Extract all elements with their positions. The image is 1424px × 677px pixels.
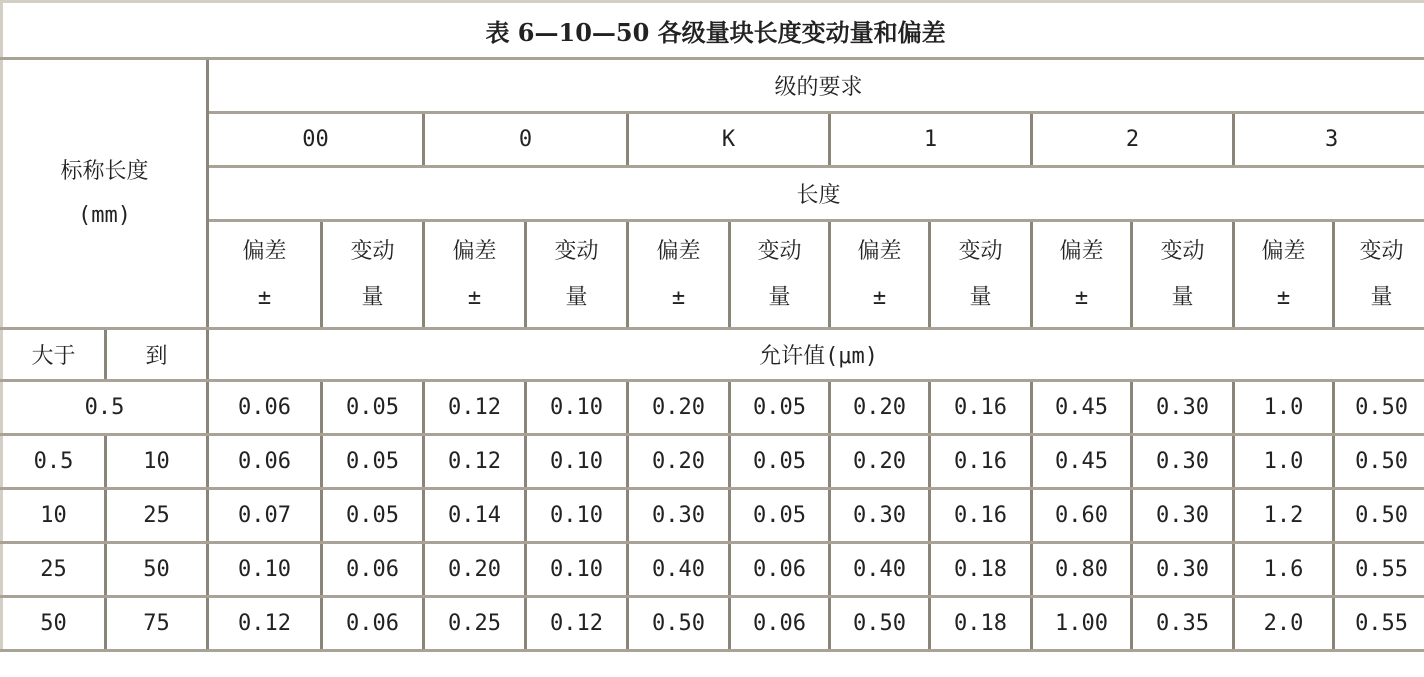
- deviation-value-cell: 0.12: [424, 381, 526, 435]
- variation-header-line2: 量: [768, 284, 791, 310]
- variation-header: [730, 221, 830, 329]
- deviation-value-cell: 0.06: [208, 435, 322, 489]
- deviation-header-line2: ±: [872, 284, 887, 310]
- deviation-value-cell: 0.50: [628, 597, 730, 651]
- variation-value-cell: 0.06: [730, 543, 830, 597]
- range-from-cell: 25: [2, 543, 106, 597]
- table-row: [2, 597, 1424, 651]
- variation-value-cell: 0.30: [1132, 489, 1234, 543]
- variation-value-cell: 0.35: [1132, 597, 1234, 651]
- variation-value-cell: 0.30: [1132, 543, 1234, 597]
- deviation-header-line2: ±: [671, 284, 686, 310]
- deviation-value-cell: 0.30: [830, 489, 930, 543]
- variation-header-line1: 变动: [1160, 238, 1205, 264]
- deviation-header: [208, 221, 322, 329]
- range-to-cell: 25: [106, 489, 208, 543]
- variation-value-cell: 0.50: [1334, 435, 1424, 489]
- deviation-header-line2: ±: [467, 284, 482, 310]
- variation-value-cell: 0.06: [730, 597, 830, 651]
- variation-header-line1: 变动: [958, 238, 1003, 264]
- deviation-value-cell: 0.20: [628, 435, 730, 489]
- deviation-header: [1234, 221, 1334, 329]
- deviation-value-cell: 1.2: [1234, 489, 1334, 543]
- deviation-value-cell: 1.0: [1234, 381, 1334, 435]
- deviation-value-cell: 0.20: [628, 381, 730, 435]
- deviation-value-cell: 1.0: [1234, 435, 1334, 489]
- deviation-header: [424, 221, 526, 329]
- deviation-value-cell: 0.60: [1032, 489, 1132, 543]
- table-row: [2, 489, 1424, 543]
- variation-header-line1: 变动: [350, 238, 395, 264]
- deviation-value-cell: 0.45: [1032, 435, 1132, 489]
- variation-value-cell: 0.10: [526, 381, 628, 435]
- variation-header-line1: 变动: [757, 238, 802, 264]
- variation-value-cell: 0.50: [1334, 489, 1424, 543]
- nominal-length-label: 标称长度: [60, 158, 149, 184]
- deviation-header-line1: 偏差: [1261, 238, 1306, 264]
- table-row: [2, 381, 1424, 435]
- nominal-length-header: [2, 59, 208, 329]
- deviation-header-line2: ±: [257, 284, 272, 310]
- variation-header: [322, 221, 424, 329]
- variation-header: [1334, 221, 1424, 329]
- variation-value-cell: 0.06: [322, 597, 424, 651]
- deviation-header-line1: 偏差: [242, 238, 287, 264]
- table-title: 表 6—10—50 各级量块长度变动量和偏差: [2, 2, 1424, 59]
- range-from-cell: 50: [2, 597, 106, 651]
- variation-header-line2: 量: [969, 284, 992, 310]
- grade-header: 2: [1032, 113, 1234, 167]
- deviation-value-cell: 0.45: [1032, 381, 1132, 435]
- variation-value-cell: 0.06: [322, 543, 424, 597]
- range-to-header: 到: [106, 329, 208, 381]
- table-row: [2, 543, 1424, 597]
- deviation-header-line1: 偏差: [656, 238, 701, 264]
- deviation-value-cell: 0.20: [830, 381, 930, 435]
- variation-header-line2: 量: [1370, 284, 1393, 310]
- range-merged-cell: 0.5: [2, 381, 208, 435]
- range-to-cell: 10: [106, 435, 208, 489]
- variation-value-cell: 0.05: [730, 489, 830, 543]
- variation-header-line1: 变动: [1359, 238, 1404, 264]
- variation-value-cell: 0.05: [322, 381, 424, 435]
- deviation-value-cell: 0.06: [208, 381, 322, 435]
- grade-header: 00: [208, 113, 424, 167]
- deviation-value-cell: 0.12: [424, 435, 526, 489]
- variation-value-cell: 0.30: [1132, 435, 1234, 489]
- deviation-header: [1032, 221, 1132, 329]
- deviation-header: [628, 221, 730, 329]
- deviation-value-cell: 0.20: [830, 435, 930, 489]
- deviation-value-cell: 0.40: [830, 543, 930, 597]
- variation-value-cell: 0.18: [930, 543, 1032, 597]
- deviation-value-cell: 0.12: [208, 597, 322, 651]
- variation-header-line2: 量: [1171, 284, 1194, 310]
- deviation-value-cell: 0.25: [424, 597, 526, 651]
- table-row: [2, 435, 1424, 489]
- variation-value-cell: 0.10: [526, 435, 628, 489]
- variation-value-cell: 0.30: [1132, 381, 1234, 435]
- nominal-length-unit: (mm): [78, 202, 131, 228]
- deviation-value-cell: 0.07: [208, 489, 322, 543]
- grade-header: 0: [424, 113, 628, 167]
- deviation-value-cell: 0.30: [628, 489, 730, 543]
- variation-header-line2: 量: [565, 284, 588, 310]
- variation-value-cell: 0.16: [930, 381, 1032, 435]
- variation-value-cell: 0.05: [322, 489, 424, 543]
- variation-value-cell: 0.50: [1334, 381, 1424, 435]
- allowed-value-header: 允许值(μm): [208, 329, 1424, 381]
- length-header: 长度: [208, 167, 1424, 221]
- range-from-header: 大于: [2, 329, 106, 381]
- range-from-cell: 10: [2, 489, 106, 543]
- deviation-value-cell: 0.50: [830, 597, 930, 651]
- deviation-value-cell: 1.00: [1032, 597, 1132, 651]
- grade-header: 1: [830, 113, 1032, 167]
- deviation-header: [830, 221, 930, 329]
- deviation-value-cell: 0.80: [1032, 543, 1132, 597]
- grade-header: K: [628, 113, 830, 167]
- deviation-header-line2: ±: [1276, 284, 1291, 310]
- variation-value-cell: 0.18: [930, 597, 1032, 651]
- range-from-cell: 0.5: [2, 435, 106, 489]
- variation-value-cell: 0.05: [322, 435, 424, 489]
- variation-header-line1: 变动: [554, 238, 599, 264]
- deviation-value-cell: 0.14: [424, 489, 526, 543]
- deviation-value-cell: 1.6: [1234, 543, 1334, 597]
- deviation-header-line1: 偏差: [857, 238, 902, 264]
- variation-header: [1132, 221, 1234, 329]
- variation-value-cell: 0.10: [526, 543, 628, 597]
- variation-header: [930, 221, 1032, 329]
- variation-value-cell: 0.05: [730, 435, 830, 489]
- range-to-cell: 75: [106, 597, 208, 651]
- variation-value-cell: 0.16: [930, 435, 1032, 489]
- variation-value-cell: 0.55: [1334, 543, 1424, 597]
- deviation-value-cell: 2.0: [1234, 597, 1334, 651]
- range-to-cell: 50: [106, 543, 208, 597]
- variation-value-cell: 0.10: [526, 489, 628, 543]
- variation-value-cell: 0.55: [1334, 597, 1424, 651]
- deviation-header-line1: 偏差: [452, 238, 497, 264]
- variation-value-cell: 0.16: [930, 489, 1032, 543]
- variation-value-cell: 0.12: [526, 597, 628, 651]
- variation-header: [526, 221, 628, 329]
- variation-header-line2: 量: [361, 284, 384, 310]
- variation-value-cell: 0.05: [730, 381, 830, 435]
- deviation-header-line1: 偏差: [1059, 238, 1104, 264]
- deviation-header-line2: ±: [1074, 284, 1089, 310]
- grade-header: 3: [1234, 113, 1424, 167]
- grade-requirement-header: 级的要求: [208, 59, 1424, 113]
- deviation-value-cell: 0.40: [628, 543, 730, 597]
- deviation-value-cell: 0.20: [424, 543, 526, 597]
- deviation-value-cell: 0.10: [208, 543, 322, 597]
